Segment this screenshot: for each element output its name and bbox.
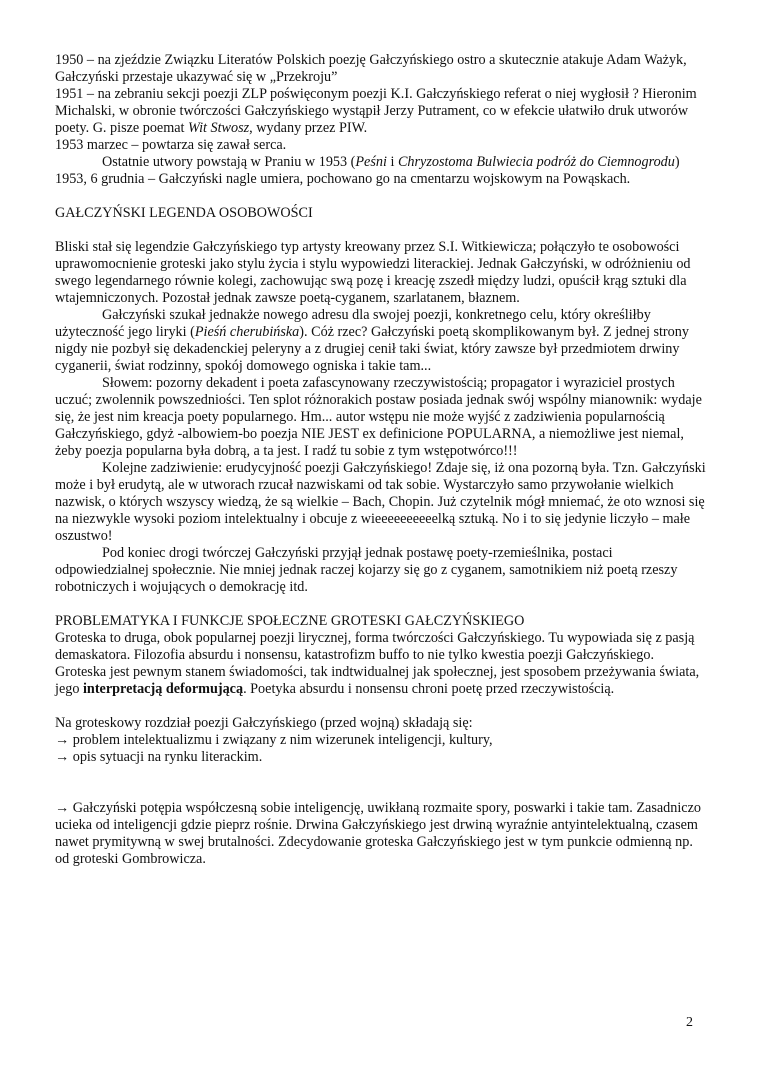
paragraph <box>55 630 707 698</box>
legend-section-body <box>55 239 707 596</box>
italic-title: Chryzostoma Bulwiecia podróż do Ciemnogrodu <box>397 154 675 170</box>
text-run: 1950 – na zjeździe Związku Literatów Polskich poezję Gałczyńskiego ostro a skutecznie atakuje Adam Ważyk, Gałczyński przestaje ukazywać się w „Przekroju” <box>55 52 687 85</box>
list-intro: Na groteskowy rozdział poezji Gałczyńskiego (przed wojną) składają się: <box>55 715 473 731</box>
section-heading-legend: GAŁCZYŃSKI LEGENDA OSOBOWOŚCI <box>55 205 313 221</box>
text-run: ). Cóż rzec? Gałczyński poetą skomplikowanym był. Z jednej strony nigdy nie pozbył się dekadenckiej peleryny a z drugiej cenił taki świat, który zawsze był przedmiotem drwiny cyganerii, świat rodzinny, spokój domowego ogniska i takie tam... <box>55 324 689 374</box>
list-item: → problem intelektualizmu i związany z nim wizerunek inteligencji, kultury, <box>55 732 493 748</box>
paragraph <box>55 239 707 307</box>
text-run: Ostatnie utwory powstają w Praniu w 1953 ( <box>102 154 356 170</box>
text-run: Bliski stał się legendzie Gałczyńskiego typ artysty kreowany przez S.I. Witkiewicza; połączyło te osobowości uprawomocnienie groteski jako stylu życia i stylu wypowiedzi literackiej. Jednak Gałczyński, w odróżnieniu od swego legendarnego równie kolegi, zachowując swą pozę i kreację zszedł między ludzi, opuścił krąg sztuki dla wtajemniczonych. Pozostał jednak zawsze poetą-cyganem, szarlatanem, błaznem. <box>55 239 691 306</box>
paragraph <box>55 375 707 460</box>
paragraph <box>55 86 707 137</box>
italic-title: Pieśń cherubińska <box>194 324 300 340</box>
text-run: i <box>386 154 398 170</box>
text-run: Słowem: pozorny dekadent i poeta zafascynowany rzeczywistością; propagator i wyraziciel prostych uczuć; zwolennik powszedniości. Ten splot różnorakich postaw posiada jednak swój wspólny mianownik: wydaje się, że jest nim kreacja poety popularnego. Hm... autor wstępu nie może wyjść z zadziwienia popularnością Gałczyńskiego, gdyż -albowiem-bo poezja NIE JEST ex definicione POPULARNA, a niemożliwe jest niemal, żeby poezja popularna była dobrą, a ta jest. I radź tu sobie z tym wstępotwórco!!! <box>55 375 702 459</box>
text-run: 1951 – na zebraniu sekcji poezji ZLP poświęconym poezji K.I. Gałczyńskiego referat o niej wygłosił ? Hieronim Michalski, w obronie twórczości Gałczyńskiego wystąpił Jerzy Putrament, co w efekcie ułatwiło druk utworów poety. G. pisze poemat <box>55 86 697 136</box>
closing-paragraph: → Gałczyński potępia współczesną sobie inteligencję, uwikłaną rozmaite spory, poswarki i takie tam. Zasadniczo ucieka od inteligencji gdzie pieprz rośnie. Drwina Gałczyńskiego jest drwiną wyraźnie antyintelektualną, czasem nawet prymitywną w swej brutalności. Zdecydowanie groteska Gałczyńskiego jest w tym punkcie odmienną np. od groteski Gombrowicza. <box>55 800 701 867</box>
problems-section-body <box>55 630 707 698</box>
text-run: Pod koniec drogi twórczej Gałczyński przyjął jednak postawę poety-rzemieślnika, postaci odpowiedzialnej społecznie. Nie mniej jednak raczej kojarzy się go z cyganem, samotnikiem niż poetą rzeszy robotniczych i wojujących o demokrację itd. <box>55 545 678 595</box>
paragraph <box>55 137 707 154</box>
italic-title: Peśni <box>355 154 387 170</box>
text-run: Gałczyński szukał jednakże nowego adresu dla swojej poezji, konkretnego celu, który określiłby użyteczność jego liryki ( <box>55 307 651 340</box>
paragraph <box>55 460 707 545</box>
text-run: Groteska to druga, obok popularnej poezji lirycznej, forma twórczości Gałczyńskiego. Tu wypowiada się z pasją demaskatora. Filozofia absurdu i nonsensu, katastrofizm buffo to nie tylko kwestia poezji Gałczyńskiego. Groteska jest pewnym stanem świadomości, tak indtwidualnej jak społecznej, jest sposobem przeżywania świata, jego <box>55 630 700 697</box>
text-run: . Poetyka absurdu i nonsensu chroni poetę przed rzeczywistością. <box>243 681 615 697</box>
paragraph <box>55 171 707 188</box>
document-page <box>55 52 707 868</box>
text-run: 1953, 6 grudnia – Gałczyński nagle umiera, pochowano go na cmentarzu wojskowym na Powąskach. <box>55 171 631 187</box>
paragraph <box>55 307 707 375</box>
text-run: 1953 marzec – powtarza się zawał serca. <box>55 137 287 153</box>
bold-phrase: interpretacją deformującą <box>82 681 244 697</box>
chronology-block <box>55 52 707 188</box>
paragraph <box>55 545 707 596</box>
italic-title: Wit Stwosz <box>188 120 250 136</box>
paragraph <box>55 52 707 86</box>
text-run: ) <box>674 154 680 170</box>
text-run: Kolejne zadziwienie: erudycyjność poezji Gałczyńskiego! Zdaje się, iż ona pozorną była. Tzn. Gałczyński może i był erudytą, ale w utworach rzucał nazwiskami od tak sobie. Wystarczyło samo przywołanie wielkich nazwisk, o których wszyscy wiedzą, że są wielkie – Bach, Chopin. Już czytelnik mógł mniemać, że oto wznosi się na niezwykle wysoki poziom intelektualny i obcuje z wieeeeeeeeeelką sztuką. No i to się jedynie liczyło – małe oszustwo! <box>55 460 706 544</box>
paragraph <box>55 154 707 171</box>
list-item: → opis sytuacji na rynku literackim. <box>55 749 263 765</box>
page-number: 2 <box>686 1015 693 1030</box>
section-heading-problems: PROBLEMATYKA I FUNKCJE SPOŁECZNE GROTESKI GAŁCZYŃSKIEGO <box>55 613 525 629</box>
text-run: , wydany przez PIW. <box>249 120 368 136</box>
